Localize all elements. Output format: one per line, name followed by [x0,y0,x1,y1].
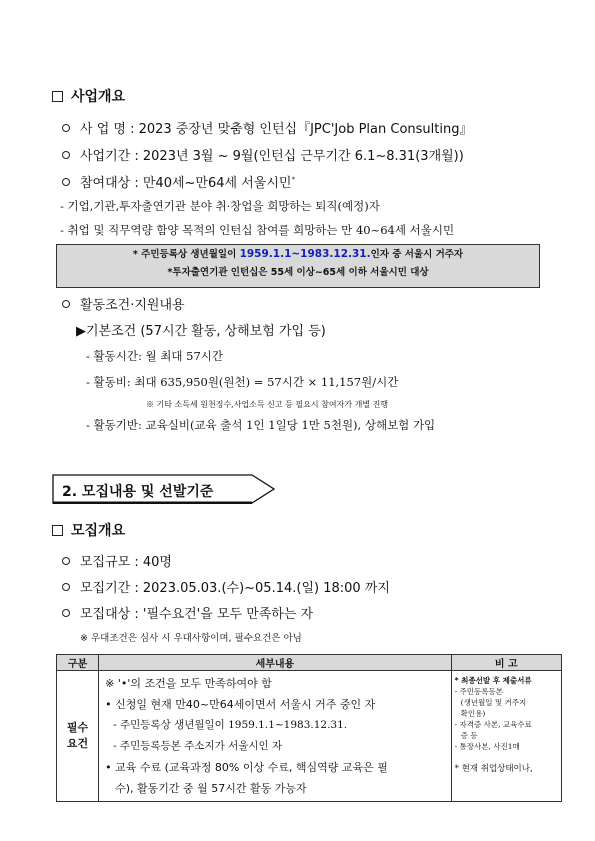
project-name-item: 사 업 명 : 2023 중장년 맞춤형 인턴십『JPC'Job Plan Consulting』 [62,118,472,137]
project-period-item: 사업기간 : 2023년 3월 ~ 9월(인턴십 근무기간 6.1~8.31(3개월)) [62,145,464,164]
remarks-line: - 자격증 사본, 교육수료 [454,720,532,729]
activity-hours: - 활동시간: 월 최대 57시간 [86,349,223,363]
birthdate-range: 1959.1.1~1983.12.31. [239,248,371,260]
highlight-line-2: *투자출연기관 인턴십은 55세 이상~65세 이하 서울시민 대상 [167,267,429,278]
circle-bullet-icon [62,178,70,186]
target-item: 참여대상 : 만40세~만64세 서울시민* [62,172,295,191]
header-remarks: 비 고 [451,655,561,671]
required-bullet-2: • 교육 수료 (교육과정 80% 이상 수료, 핵심역량 교육은 필 [105,761,388,774]
required-intro: ※ '•'의 조건을 모두 만족하여야 함 [105,677,272,690]
required-details-cell [99,671,452,802]
activity-pay: - 활동비: 최대 635,950원(원천) = 57시간 × 11,157원/시간 [86,375,399,389]
remarks-title: * 최종선발 후 제출서류 [454,676,532,685]
remarks-line: - 통장사본, 사진1매 [454,742,520,751]
circle-bullet-icon [62,151,70,159]
remarks-line: 확인용) [460,709,486,718]
circle-bullet-icon [62,557,70,565]
recruit-target-item: 모집대상 : '필수요건'을 모두 만족하는 자 [62,603,313,622]
remarks-line: (생년월일 및 거주지 [460,698,527,707]
tax-note: ※ 기타 소득세 원천징수,사업소득 신고 등 필요시 참여자가 개별 진행 [146,400,389,409]
row-label-required: 필수 요건 [57,671,99,802]
priority-note: ※ 우대조건은 심사 시 우대사항이며, 필수요건은 아님 [80,633,302,644]
required-bullet-1: • 신청일 현재 만40~만64세이면서 서울시 거주 중인 자 [105,698,376,711]
requirements-table [56,654,562,802]
highlight-line-1: * 주민등록상 생년월일이 1959.1.1~1983.12.31.인자 중 서울시 거주자 [132,248,464,260]
remarks-bottom: * 현재 취업상태이나, [454,764,533,774]
remarks-cell [451,671,561,802]
recruit-period-item: 모집기간 : 2023.05.03.(수)~05.14.(일) 18:00 까지 [62,577,390,596]
target-detail-2: - 취업 및 직무역량 함양 목적의 인턴십 참여를 희망하는 만 40~64세 서울시민 [60,223,455,237]
required-bullet-2-cont: 수), 활동기간 중 월 57시간 활동 가능자 [115,782,307,795]
square-bullet-icon [52,91,63,102]
header-details: 세부내용 [99,655,452,671]
circle-bullet-icon [62,583,70,591]
table-header-row [57,655,562,671]
table-row [57,671,562,802]
circle-bullet-icon [62,124,70,132]
section-banner-title: 2. 모집내용 및 선발기준 [62,484,214,500]
circle-bullet-icon [62,609,70,617]
recruit-size-item: 모집규모 : 40명 [62,551,172,570]
basic-conditions-title: ▶기본조건 (57시간 활동, 상해보험 가입 등) [76,324,326,339]
eligibility-highlight-box [56,244,540,288]
footnote-mark: * [291,175,295,184]
activity-basis: - 활동기반: 교육실비(교육 출석 1인 1일당 1만 5천원), 상해보험 가입 [86,418,436,432]
target-detail-1: - 기업,기관,투자출연기관 분야 취·창업을 희망하는 퇴직(예정)자 [60,199,380,213]
header-category: 구분 [57,655,99,671]
square-bullet-icon [52,525,63,536]
required-sub-2: - 주민등록등본 주소지가 서울시인 자 [113,740,283,752]
remarks-line: 증 등 [460,731,478,740]
remarks-line: - 주민등록등본 [454,687,504,696]
activity-conditions-item: 활동조건·지원내용 [62,294,185,313]
section-heading-overview: 사업개요 [52,86,125,106]
section-heading-recruitment: 모집개요 [52,520,125,540]
required-sub-1: - 주민등록상 생년월일이 1959.1.1~1983.12.31. [113,719,348,731]
circle-bullet-icon [62,300,70,308]
